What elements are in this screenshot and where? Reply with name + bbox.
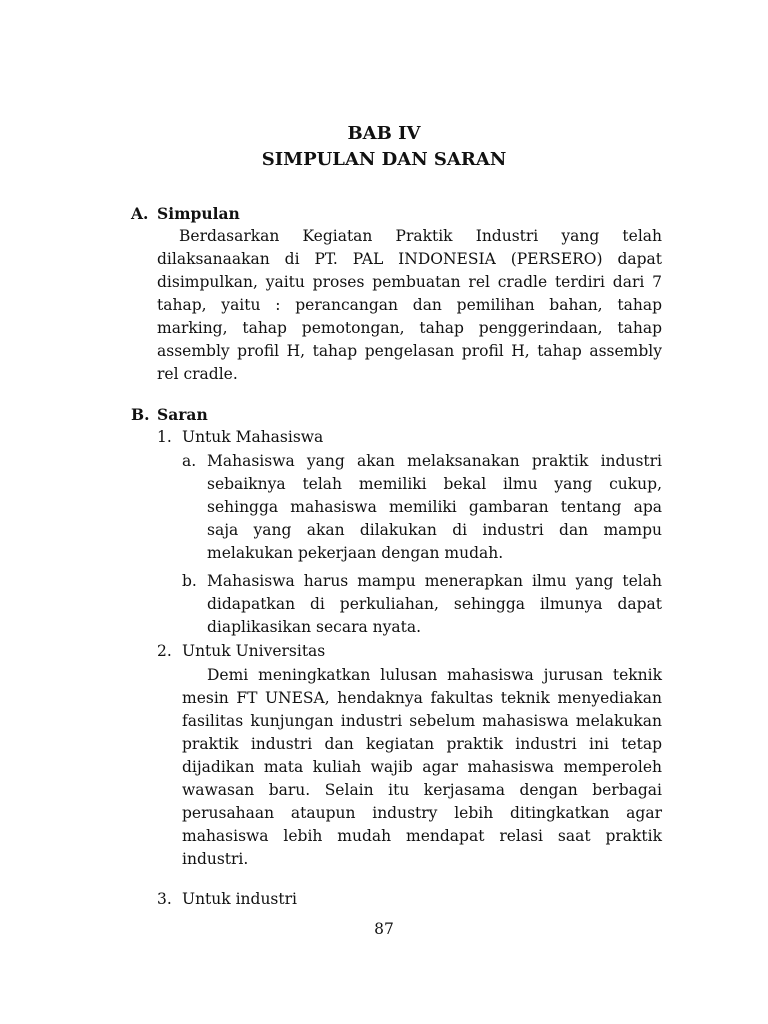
section-b-marker: B. [131,405,150,424]
simpulan-paragraph: Berdasarkan Kegiatan Praktik Industri yang telah dilaksanaakan di PT. PAL INDONESIA (PERSERO) dapat disimpulkan, yaitu proses pembuatan rel cradle terdiri dari 7 tahap, yaitu : perancangan dan pemilihan bahan, tahap marking, tahap pemotongan, tahap penggerindaan, tahap assembly profil H, tahap pengelasan profil H, tahap assembly rel cradle. [157,227,662,383]
section-a-marker: A. [131,204,149,223]
saran-subitem-a-marker: a. [182,452,197,470]
saran-subitem-b-text: Mahasiswa harus mampu menerapkan ilmu yang telah didapatkan di perkuliahan, sehingga ilmunya dapat diaplikasikan secara nyata. [207,572,662,636]
section-a-heading: Simpulan [157,204,240,223]
saran-item-3-label: Untuk industri [182,890,297,908]
saran-item-1-marker: 1. [157,428,172,446]
saran-item-1-label: Untuk Mahasiswa [182,428,324,446]
saran-subitem-a-text: Mahasiswa yang akan melaksanakan praktik industri sebaiknya telah memiliki bekal ilmu yang cukup, sehingga mahasiswa memiliki gambaran tentang apa saja yang akan dilakukan di industri dan mampu melakukan pekerjaan dengan mudah. [207,452,662,562]
saran-item-3-marker: 3. [157,890,172,908]
saran-item-2-label: Untuk Universitas [182,642,326,660]
section-b-heading: Saran [157,405,208,424]
saran-subitem-b-marker: b. [182,572,197,590]
chapter-number: BAB IV [347,123,421,144]
saran-item-2-marker: 2. [157,642,172,660]
chapter-title: SIMPULAN DAN SARAN [261,149,507,170]
page-number: 87 [374,920,394,938]
universitas-paragraph: Demi meningkatkan lulusan mahasiswa jurusan teknik mesin FT UNESA, hendaknya fakultas teknik menyediakan fasilitas kunjungan industri sebelum mahasiswa melakukan praktik industri dan kegiatan praktik industri ini tetap dijadikan mata kuliah wajib agar mahasiswa memperoleh wawasan baru. Selain itu kerjasama dengan berbagai perusahaan ataupun industry lebih ditingkatkan agar mahasiswa lebih mudah mendapat relasi saat praktik industri. [182,666,662,868]
